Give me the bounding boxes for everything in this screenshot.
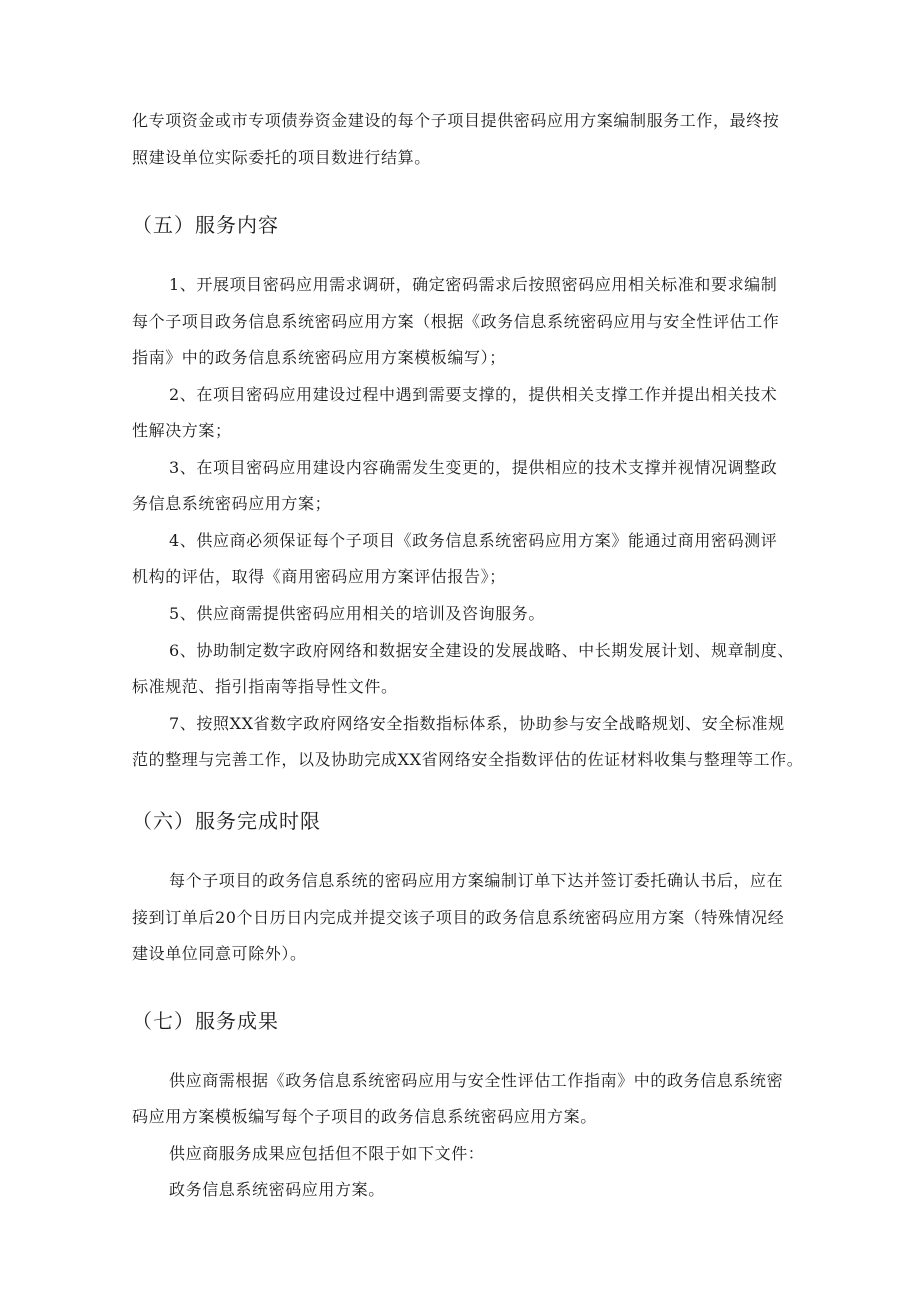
s7-para1-line1: 供应商需根据《政务信息系统密码应用与安全性评估工作指南》中的政务信息系统密	[169, 1071, 784, 1090]
s5-item6-line2: 标准规范、指引指南等指导性文件。	[132, 677, 398, 696]
s5-item7-line2: 范的整理与完善工作，以及协助完成XX省网络安全指数评估的佐证材料收集与整理等工作。	[132, 750, 804, 769]
section-5-heading: （五）服务内容	[132, 213, 279, 237]
s5-item6-line1: 6、协助制定数字政府网络和数据安全建设的发展战略、中长期发展计划、规章制度、	[169, 641, 794, 660]
s5-item2-line2: 性解决方案；	[132, 421, 232, 440]
s5-item7-line1: 7、按照XX省数字政府网络安全指数指标体系，协助参与安全战略规划、安全标准规	[169, 714, 785, 733]
intro-line-2: 照建设单位实际委托的项目数进行结算。	[132, 148, 431, 167]
s5-item3-line1: 3、在项目密码应用建设内容确需发生变更的，提供相应的技术支撑并视情况调整政	[169, 458, 778, 477]
s7-para3: 政务信息系统密码应用方案。	[169, 1180, 385, 1199]
s5-item1-line2: 每个子项目政务信息系统密码应用方案（根据《政务信息系统密码应用与安全性评估工作	[132, 312, 780, 331]
s6-para-line3: 建设单位同意可除外）。	[132, 944, 307, 963]
s5-item1-line1: 1、开展项目密码应用需求调研，确定密码需求后按照密码应用相关标准和要求编制	[169, 275, 778, 294]
s5-item2-line1: 2、在项目密码应用建设过程中遇到需要支撑的，提供相关支撑工作并提出相关技术	[169, 385, 778, 404]
section-6-heading: （六）服务完成时限	[132, 809, 321, 833]
s5-item4-line2: 机构的评估，取得《商用密码应用方案评估报告》；	[132, 567, 506, 586]
s5-item1-line3: 指南》中的政务信息系统密码应用方案模板编写）；	[132, 348, 506, 367]
s5-item4-line1: 4、供应商必须保证每个子项目《政务信息系统密码应用方案》能通过商用密码测评	[169, 531, 778, 550]
intro-line-1: 化专项资金或市专项债券资金建设的每个子项目提供密码应用方案编制服务工作，最终按	[132, 111, 780, 130]
s6-para-line1: 每个子项目的政务信息系统的密码应用方案编制订单下达并签订委托确认书后，应在	[169, 871, 784, 890]
s6-para-line2: 接到订单后20个日历日内完成并提交该子项目的政务信息系统密码应用方案（特殊情况经	[132, 908, 785, 927]
section-7-heading: （七）服务成果	[132, 1009, 279, 1033]
s7-para2: 供应商服务成果应包括但不限于如下文件：	[169, 1144, 485, 1163]
s7-para1-line2: 码应用方案模板编写每个子项目的政务信息系统密码应用方案。	[132, 1107, 597, 1126]
s5-item5-line1: 5、供应商需提供密码应用相关的培训及咨询服务。	[169, 604, 545, 623]
s5-item3-line2: 务信息系统密码应用方案；	[132, 494, 332, 513]
